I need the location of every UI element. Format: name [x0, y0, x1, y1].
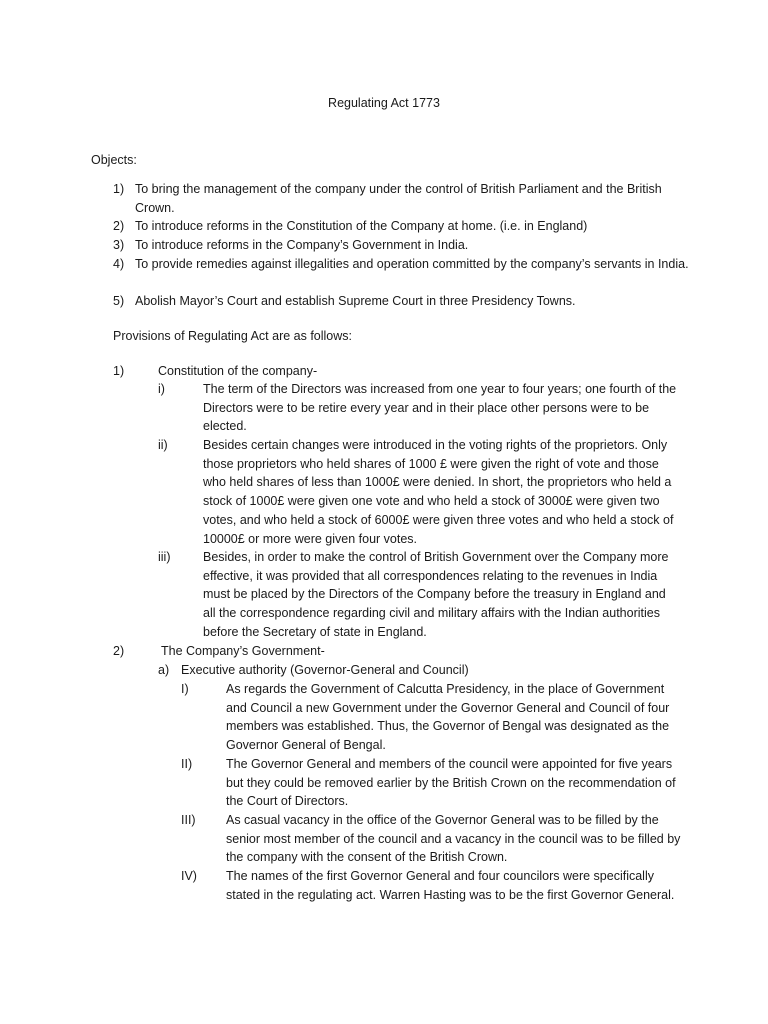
provisions-heading: Provisions of Regulating Act are as follows:: [113, 329, 353, 343]
list-number: ii): [158, 438, 168, 452]
list-text: To introduce reforms in the Constitution of the Company at home. (i.e. in England): [135, 219, 588, 233]
subsection-number: a): [158, 663, 170, 677]
list-text: As regards the Government of Calcutta Presidency, in the place of Government and Council a new Government under the Governor General and Council of four members was established. Thus, the Governor of Bengal was designated as the Governor General of Bengal.: [226, 682, 670, 753]
list-text: To provide remedies against illegalities and operation committed by the company’s servants in India.: [135, 257, 689, 271]
section-title: The Company’s Government-: [161, 644, 325, 658]
list-number: 3): [113, 238, 125, 252]
list-number: 1): [113, 182, 125, 196]
list-text: Besides certain changes were introduced in the voting rights of the proprietors. Only those proprietors who held shares of 1000 £ were given the right of vote and those who held shares of less than 1000£ were denied. In short, the proprietors who held a stock of 1000£ were given one vote and who held a stock of 3000£ were given two votes, and who held a stock of 6000£ were given three votes and who held a stock of 10000£ or more were given four votes.: [203, 438, 674, 546]
list-number: i): [158, 382, 165, 396]
subsection-title: Executive authority (Governor-General and Council): [181, 663, 469, 677]
list-text: To introduce reforms in the Company’s Government in India.: [135, 238, 469, 252]
list-number: III): [181, 813, 196, 827]
list-text: Abolish Mayor’s Court and establish Supreme Court in three Presidency Towns.: [135, 294, 576, 308]
list-item: [113, 180, 693, 218]
list-number: iii): [158, 550, 171, 564]
list-text: The names of the first Governor General and four councilors were specifically stated in the regulating act. Warren Hasting was to be the first Governor General.: [226, 869, 675, 902]
list-number: 5): [113, 294, 125, 308]
objects-heading: Objects:: [91, 153, 137, 167]
list-text: To bring the management of the company under the control of British Parliament and the British Crown.: [135, 182, 662, 215]
list-number: 4): [113, 257, 125, 271]
list-text: The Governor General and members of the council were appointed for five years but they could be removed earlier by the British Crown on the recommendation of the Court of Directors.: [226, 757, 676, 809]
list-text: As casual vacancy in the office of the Governor General was to be filled by the senior most member of the council and a vacancy in the council was to be filled by the company with the consent of the British Crown.: [226, 813, 681, 865]
section-number: 1): [113, 364, 125, 378]
document-title: Regulating Act 1773: [328, 96, 440, 110]
section-title: Constitution of the company-: [158, 364, 318, 378]
list-number: II): [181, 757, 193, 771]
section-number: 2): [113, 644, 125, 658]
list-text: Besides, in order to make the control of British Government over the Company more effective, it was provided that all correspondences relating to the revenues in India must be placed by the Directors of the Company before the treasury in England and all the correspondence regarding civil and military affairs with the Indian authorities before the Secretary of state in England.: [203, 550, 669, 639]
list-number: I): [181, 682, 189, 696]
list-number: 2): [113, 219, 125, 233]
list-number: IV): [181, 869, 197, 883]
list-text: The term of the Directors was increased from one year to four years; one fourth of the Directors were to be retire every year and in their place other persons were to be elected.: [203, 382, 677, 434]
